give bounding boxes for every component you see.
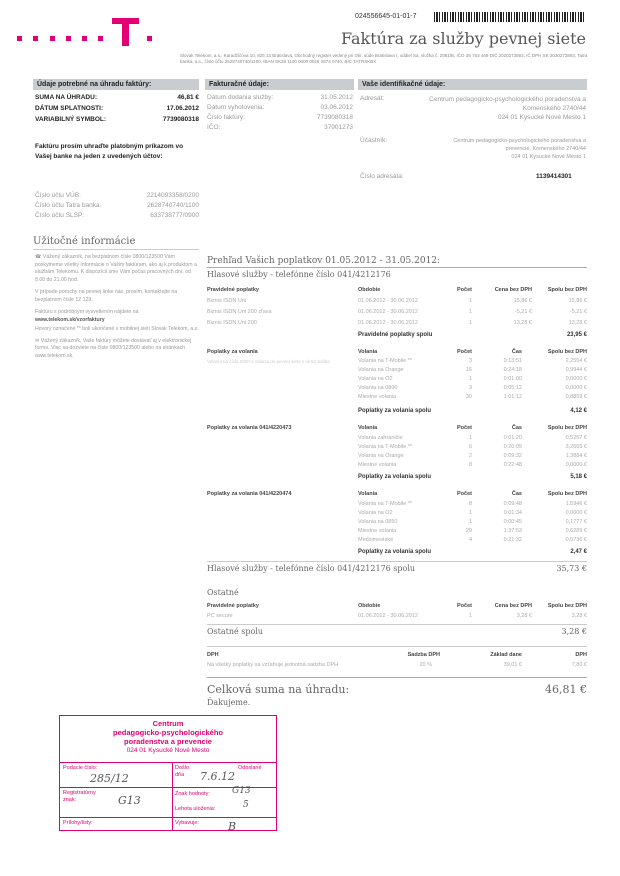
col-head: Spolu bez DPH <box>547 349 587 355</box>
table-row <box>207 309 587 318</box>
table-row <box>207 462 587 471</box>
registry-stamp <box>59 715 277 831</box>
cell: 15,86 € <box>513 298 532 304</box>
stamp-line: poradenstva a prevencie <box>124 737 212 746</box>
cell: 0:01:00 <box>503 376 522 382</box>
cell: 1 <box>468 298 472 304</box>
voice-total <box>207 564 587 576</box>
vybavuje-label: Vybavuje: <box>175 820 199 826</box>
cell: 1,3884 € <box>565 453 587 459</box>
table-row <box>207 367 587 376</box>
cell: 0:01:34 <box>503 510 522 516</box>
invoice-header: Fakturačné údaje: <box>205 79 354 90</box>
cell: 0:22:48 <box>503 462 522 468</box>
cell: 0:13:51 <box>503 358 522 364</box>
col-head: Počet <box>457 603 472 609</box>
cell: -5,21 € <box>514 309 532 315</box>
invoice-label: IČO: <box>207 124 221 131</box>
cell: 1:01:12 <box>503 394 522 400</box>
cell: 3,28 € <box>571 613 587 619</box>
other-total-value: 3,28 € <box>561 627 587 636</box>
logo-dot <box>17 36 22 41</box>
cell: 39,01 € <box>503 662 522 668</box>
divider <box>207 561 587 562</box>
amount-value: 46,81 € <box>177 94 199 101</box>
podacie-label: Podacie číslo: <box>63 765 98 771</box>
doslo-value: 7.6.12 <box>200 770 235 783</box>
cell: 0:09:48 <box>503 501 522 507</box>
ucastnik-line: Centrum pedagogicko-psychologického poradenstva a <box>453 138 586 144</box>
table-row <box>207 453 587 462</box>
cell: Medzimestské <box>358 537 394 543</box>
logo-dot <box>147 36 152 41</box>
table-row <box>207 298 587 307</box>
stamp-divider <box>60 817 276 818</box>
document-id: 024556645-01-01-7 <box>355 13 417 20</box>
page-title: Faktúra za služby pevnej siete <box>340 29 586 48</box>
total-value: 4,12 € <box>570 408 587 414</box>
cell: Volania na T-Mobile ** <box>358 444 413 450</box>
lehota-value: 5 <box>243 800 249 810</box>
ucastnik-line: prevencie, Komenského 2740/44 <box>505 146 586 152</box>
cell: 3 <box>468 385 472 391</box>
cell: 0:21:32 <box>503 537 522 543</box>
divider <box>207 267 587 268</box>
useful-para: Hovory označené ** boli ukončené v mobilnej sieti Slovak Telekom, a.s. <box>35 326 199 332</box>
useful-title: Užitočné informácie <box>33 236 136 247</box>
table-row <box>207 537 587 546</box>
cell: PC secure <box>207 613 233 619</box>
col-head: Spolu bez DPH <box>547 287 587 293</box>
ucastnik-line: 024 01 Kysucké Nové Mesto 1 <box>511 154 586 160</box>
table-row <box>207 501 587 510</box>
cell: Miestne volania <box>358 394 397 400</box>
reg-label: Registratúrny znak: <box>63 790 96 803</box>
account-label: Číslo účtu SLSP: <box>35 212 85 219</box>
cell: 0,0000 € <box>565 510 587 516</box>
logo-dot <box>66 36 71 41</box>
invoice-rows <box>207 94 353 134</box>
cell: 0:05:12 <box>503 385 522 391</box>
total-label: Poplatky za volania spolu <box>358 549 432 555</box>
calls2-header <box>207 425 587 434</box>
table-row <box>207 444 587 453</box>
useful-text <box>35 254 199 360</box>
cell: Biznis ISDN Uni 200 <box>207 320 257 326</box>
vs-value: 7739080318 <box>162 116 199 123</box>
cell: Volania na 0800 <box>358 385 398 391</box>
calls-label: Poplatky za volania 041/4220474 <box>207 491 292 497</box>
cell: 01.06.2012 - 30.06.2012 <box>358 298 418 304</box>
stamp-line: 024 01 Kysucké Nové Mesto <box>126 747 210 754</box>
table-row <box>207 528 587 537</box>
doslo-label: Došlo dňa <box>175 765 190 778</box>
calls-label: Poplatky za volania 041/4220473 <box>207 425 292 431</box>
cell: Biznis ISDN Uni <box>207 298 247 304</box>
useful-para: V prípade poruchy na pevnej linke nás, prosím, kontaktujte na bezplatnom čísle 12 129. <box>35 289 178 303</box>
account-label: Číslo účtu Tatra banka: <box>35 202 102 209</box>
col-head: Obdobie <box>358 603 381 609</box>
odoslane-label: Odoslané <box>238 765 262 771</box>
cell: 20 % <box>419 662 432 668</box>
cell: Volania na T-Mobile ** <box>358 501 413 507</box>
calls3-total <box>207 549 587 558</box>
useful-para: Vážený zákazník, na bezplatnom čísle 0800/123500 Vám poskytneme všetky informácie o Vašim faktúram, ako aj k produktom a službám Telekomu. K dispozícii sme Vám počas pracovných dní, od 8.00 do 21.00 hod. <box>35 254 197 283</box>
cell: Volania na O2 <box>358 376 393 382</box>
cell: 1 <box>468 510 472 516</box>
cell: Volania na 0850 <box>358 519 398 525</box>
col-head: DPH <box>207 652 219 658</box>
cell: Volania zahraničie <box>358 435 403 441</box>
envelope-icon: ✉ <box>35 337 41 344</box>
cell: 0:09:32 <box>503 453 522 459</box>
cell: 0:01:20 <box>503 435 522 441</box>
cell: 6 <box>468 444 472 450</box>
account-value: 633738777/0900 <box>150 212 199 219</box>
table-row <box>207 358 587 367</box>
invoice-value: 03.06.2012 <box>320 104 353 111</box>
logo-dot <box>98 36 103 41</box>
company-address: Slovak Telekom, a.s., Karadžičova 10, 825 13 Bratislava, Obchodný register vedený pri Okr. súde Bratislava I, oddiel Sa, vložka č. 2081/B, IČO 35 763 469 DIČ 2020273893, IČ DPH SK 2020273893, Tatra banka, a.s., číslo účtu 2628740740/1100, IBAN SK28 1100 0000 0026 2874 0740, BIC TATRSKBX <box>180 53 588 64</box>
col-head: Spolu bez DPH <box>547 425 587 431</box>
table-row <box>207 519 587 528</box>
table-row <box>207 376 587 385</box>
voice-total-value: 35,73 € <box>556 564 587 573</box>
payment-note: Faktúru prosím uhraďte platobným príkazom vo Vašej banke na jeden z uvedených účtov: <box>35 143 184 160</box>
invoice-label: Dátum vyhotovenia: <box>207 104 265 111</box>
cell: 4 <box>468 537 472 543</box>
table-row <box>207 394 587 403</box>
cell: Volania na O2 <box>358 510 393 516</box>
cell: 7,80 € <box>571 662 587 668</box>
col-head: Pravidelné poplatky <box>207 287 259 293</box>
col-head: Čas <box>511 349 522 355</box>
col-head: DPH <box>575 652 587 658</box>
total-value: 23,95 € <box>566 332 587 338</box>
invoice-value: 31.05.2012 <box>320 94 353 101</box>
divider <box>207 677 587 678</box>
useful-para: Faktúru s podrobným vysvetlením nájdete na <box>35 309 139 315</box>
cell: 2 <box>468 453 472 459</box>
other-header <box>207 603 587 612</box>
cell: 1 <box>468 376 472 382</box>
col-head: Čas <box>511 491 522 497</box>
cell: 0,8859 € <box>565 394 587 400</box>
table-row <box>207 435 587 444</box>
cell: 01.06.2012 - 30.06.2012 <box>358 320 418 326</box>
podacie-value: 285/12 <box>90 772 129 785</box>
calls1-total <box>207 408 587 417</box>
thanks: Ďakujeme. <box>207 698 251 707</box>
table-row <box>207 385 587 394</box>
col-head: Základ dane <box>490 652 522 658</box>
divider <box>33 249 199 250</box>
adresat-number: 1139414301 <box>536 173 572 180</box>
reg-total <box>207 332 587 341</box>
vzorfaktury-link[interactable]: www.telekom.sk/vzorfaktury <box>35 316 105 323</box>
col-head: Cena bez DPH <box>494 287 532 293</box>
cell: 30 <box>465 394 472 400</box>
adresat-label: Adresát: <box>360 95 385 102</box>
logo-dot <box>33 36 38 41</box>
useful-para: Vážený zákazník, Vaše faktúry môžete dostávať aj v elektronickej forme. Viac sa dozviete na čísle 0800/123500 alebo na stránkach www.telekom.sk. <box>35 337 192 359</box>
cell: 13,28 € <box>513 320 532 326</box>
total-value: 2,47 € <box>570 549 587 555</box>
cell: 3 <box>468 358 472 364</box>
grand-total <box>207 683 587 697</box>
phone-icon: ☎ <box>35 254 43 260</box>
adresat-block <box>390 95 586 122</box>
cell: 8 <box>468 462 472 468</box>
bank-accounts <box>35 192 199 222</box>
due-value: 17.06.2012 <box>166 105 199 112</box>
adresat-line: Centrum pedagogicko-psychologického poradenstva a <box>429 96 586 103</box>
barcode <box>434 12 586 22</box>
cell: 13,28 € <box>568 320 587 326</box>
cell: Volania na Orange <box>358 367 404 373</box>
cell: 1 <box>468 309 472 315</box>
cell: Na všetky poplatky sa vzťahuje jednotná sadzba DPH <box>207 662 339 668</box>
cell: -5,21 € <box>569 309 587 315</box>
total-label: Pravidelné poplatky spolu <box>358 332 433 338</box>
dph-header <box>207 652 587 661</box>
adresat-number-label: Číslo adresáta: <box>360 173 404 180</box>
col-head: Počet <box>457 425 472 431</box>
cell: Miestne volania <box>358 528 397 534</box>
summary-title: Prehľad Vašich poplatkov 01.05.2012 - 31.05.2012: <box>207 256 441 266</box>
col-head: Sadzba DPH <box>407 652 440 658</box>
payment-rows <box>35 94 199 127</box>
other-total <box>207 627 587 639</box>
account-value: 2628740740/1100 <box>147 202 199 209</box>
other-title: Ostatné <box>207 588 239 597</box>
cell: 3,28 € <box>516 613 532 619</box>
stamp-divider <box>60 762 276 763</box>
vybavuje-value: B <box>228 820 237 833</box>
invoice-label: Dátum dodania služby: <box>207 94 274 101</box>
logo-dot <box>50 36 55 41</box>
cell: 0,0000 € <box>565 376 587 382</box>
cell: 0:24:18 <box>503 367 522 373</box>
divider <box>207 646 587 647</box>
col-head: Pravidelné poplatky <box>207 603 259 609</box>
voice-title: Hlasové služby - telefónne číslo 041/4212176 <box>207 270 391 279</box>
due-label: DÁTUM SPLATNOSTI: <box>35 105 104 112</box>
invoice-label: Číslo faktúry: <box>207 114 245 121</box>
cell: 01.06.2012 - 30.06.2012 <box>358 613 418 619</box>
cell: 0,0000 € <box>565 462 587 468</box>
cell: 16 <box>465 367 472 373</box>
cell: 0,6289 € <box>565 528 587 534</box>
col-head: Počet <box>457 287 472 293</box>
cell: 15,86 € <box>568 298 587 304</box>
col-head: Počet <box>457 349 472 355</box>
cell: 0,5257 € <box>565 435 587 441</box>
cell: Volania na T-Mobile ** <box>358 358 413 364</box>
col-head: Volania <box>358 349 378 355</box>
cell: Biznis ISDN Uni 200 zľava <box>207 309 272 315</box>
calls1-header <box>207 349 587 358</box>
cell: 0,1777 € <box>565 519 587 525</box>
total-label: Poplatky za volania spolu <box>358 408 432 414</box>
ident-header: Vaše identifikačné údaje: <box>358 79 587 90</box>
ucastnik-label: Účastník: <box>360 137 388 144</box>
calls2-total <box>207 474 587 483</box>
col-head: Spolu bez DPH <box>547 491 587 497</box>
account-value: 2214093358/0200 <box>146 192 199 199</box>
cell: 1:37:53 <box>503 528 522 534</box>
divider <box>207 624 587 625</box>
account-label: Číslo účtu VÚB: <box>35 192 81 199</box>
total-value: 5,18 € <box>570 474 587 480</box>
reg-value: G13 <box>118 794 141 807</box>
cell: 0:20:09 <box>503 444 522 450</box>
invoice-value: 37901273 <box>324 124 353 131</box>
voice-total-label: Hlasové služby - telefónne číslo 041/4212176 spolu <box>207 564 416 573</box>
payment-header: Údaje potrebné na úhradu faktúry: <box>33 79 199 90</box>
logo-dot <box>82 36 87 41</box>
logo-t-stem <box>122 18 129 46</box>
table-row <box>207 662 587 671</box>
table-row <box>207 320 587 329</box>
cell: 1 <box>468 320 472 326</box>
cell: 1 <box>468 435 472 441</box>
cell: 1 <box>468 613 472 619</box>
reg-header <box>207 287 587 296</box>
cell: 1 <box>468 519 472 525</box>
stamp-line: Centrum <box>152 719 184 728</box>
calls3-header <box>207 491 587 500</box>
col-head: Obdobie <box>358 287 381 293</box>
calls-label: Poplatky za volania <box>207 349 258 355</box>
cell: 8 <box>468 501 472 507</box>
cell: 0,9944 € <box>565 367 587 373</box>
cell: 01.06.2012 - 30.06.2012 <box>358 309 418 315</box>
grand-total-value: 46,81 € <box>545 683 587 696</box>
calls-note: Volania na čísla 0800 a volania do pevnej siete v rámci balíka <box>207 359 330 364</box>
cell: 0,0736 € <box>565 537 587 543</box>
grand-total-label: Celková suma na úhradu: <box>207 683 350 696</box>
lehota-label: Lehota uloženia: <box>175 806 216 812</box>
cell: 1,5946 € <box>565 501 587 507</box>
total-label: Poplatky za volania spolu <box>358 474 432 480</box>
adresat-line: Komenského 2740/44 <box>522 105 586 112</box>
ucastnik-block <box>390 137 586 161</box>
znak-value: G13 <box>232 786 251 796</box>
amount-label: SUMA NA ÚHRADU: <box>35 94 97 101</box>
cell: 29 <box>465 528 472 534</box>
table-row <box>207 510 587 519</box>
col-head: Spolu bez DPH <box>547 603 587 609</box>
cell: 3,2665 € <box>565 444 587 450</box>
adresat-line: 024 01 Kysucké Nové Mesto 1 <box>497 114 586 121</box>
cell: 2,2554 € <box>565 358 587 364</box>
col-head: Volania <box>358 491 378 497</box>
cell: 0,0000 € <box>565 385 587 391</box>
col-head: Počet <box>457 491 472 497</box>
other-total-label: Ostatné spolu <box>207 627 264 636</box>
znak-label: Znak hodnoty: <box>175 791 210 797</box>
cell: Volania na Orange <box>358 453 404 459</box>
prilohy-label: Prílohy/listy: <box>63 820 93 826</box>
stamp-title <box>60 716 276 755</box>
invoice-value: 7739080318 <box>316 114 353 121</box>
stamp-line: pedagogicko-psychologického <box>112 728 224 737</box>
stamp-divider <box>172 762 173 831</box>
cell: 0:00:45 <box>503 519 522 525</box>
vs-label: VARIABILNÝ SYMBOL: <box>35 116 107 123</box>
col-head: Volania <box>358 425 378 431</box>
table-row <box>207 613 587 622</box>
col-head: Cena bez DPH <box>494 603 532 609</box>
col-head: Čas <box>511 425 522 431</box>
cell: Miestne volania <box>358 462 397 468</box>
